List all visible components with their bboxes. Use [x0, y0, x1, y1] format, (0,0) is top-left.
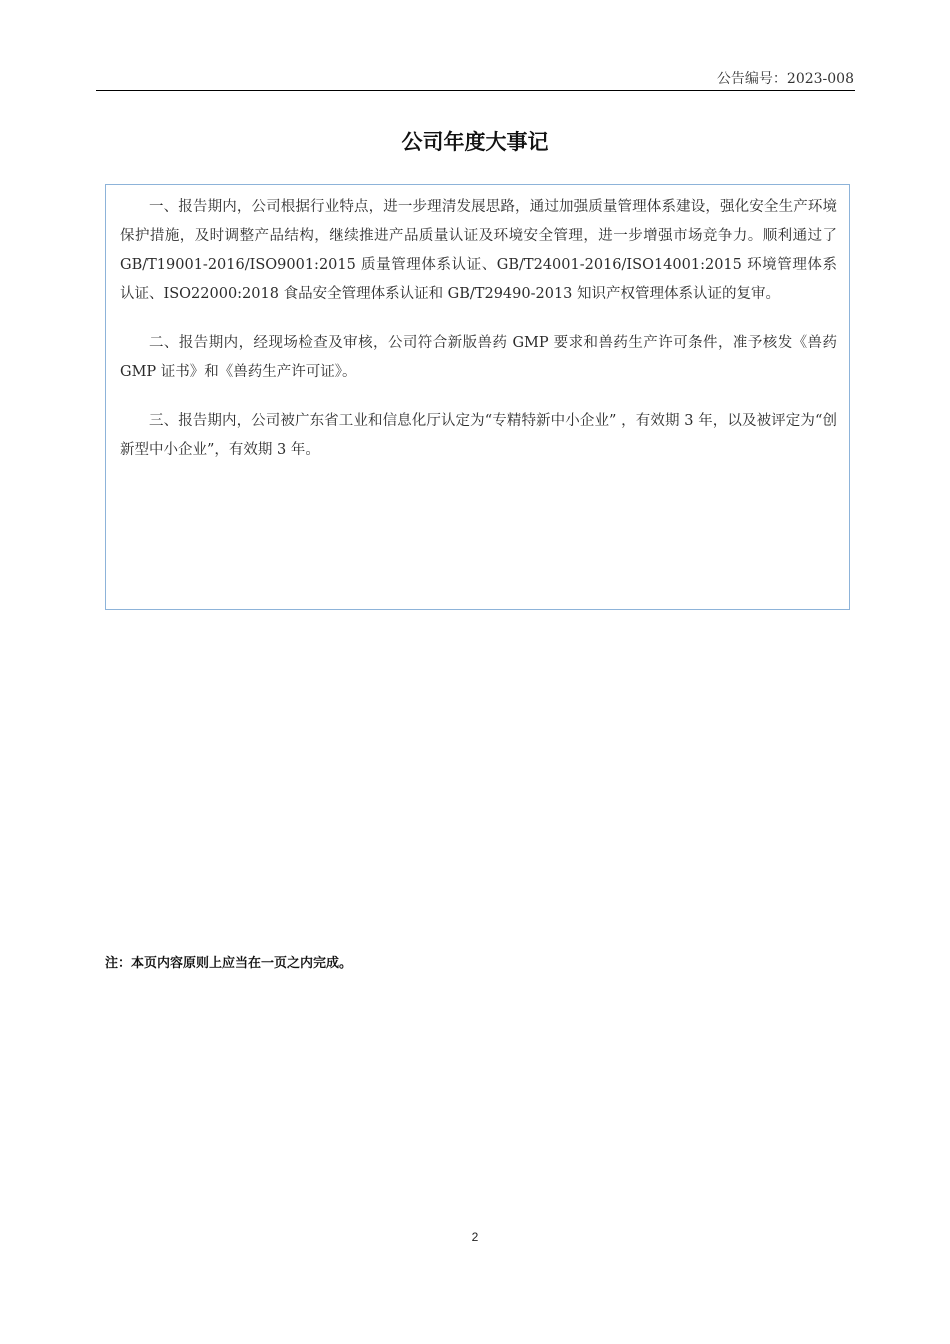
page-note: 注：本页内容原则上应当在一页之内完成。	[105, 956, 353, 971]
page-number: 2	[471, 1230, 479, 1244]
paragraph-spacer	[120, 387, 837, 407]
event-paragraph-2: 二、报告期内，经现场检查及审核，公司符合新版兽药 GMP 要求和兽药生产许可条件，准予核发《兽药 GMP 证书》和《兽药生产许可证》。	[120, 335, 837, 380]
events-content-box	[105, 184, 850, 610]
event-paragraph-1: 一、报告期内，公司根据行业特点，进一步理清发展思路，通过加强质量管理体系建设，强化安全生产环境保护措施，及时调整产品结构，继续推进产品质量认证及环境安全管理，进一步增强市场竞争力。顺利通过了 GB/T19001-2016/ISO9001:2015 质量管理体系认证、GB/T24001-2016/ISO14001:2015 环境管理体系认证、ISO22000:2018 食品安全管理体系认证和 GB/T29490-2013 知识产权管理体系认证的复审。	[120, 199, 837, 302]
page-title: 公司年度大事记	[401, 130, 549, 154]
event-paragraph-3: 三、报告期内，公司被广东省工业和信息化厅认定为“专精特新中小企业” ，有效期 3 年，以及被评定为“创新型中小企业”，有效期 3 年。	[120, 413, 837, 458]
announcement-number: 公告编号：2023-008	[716, 71, 854, 87]
header-divider	[96, 90, 855, 91]
paragraph-spacer	[120, 309, 837, 329]
